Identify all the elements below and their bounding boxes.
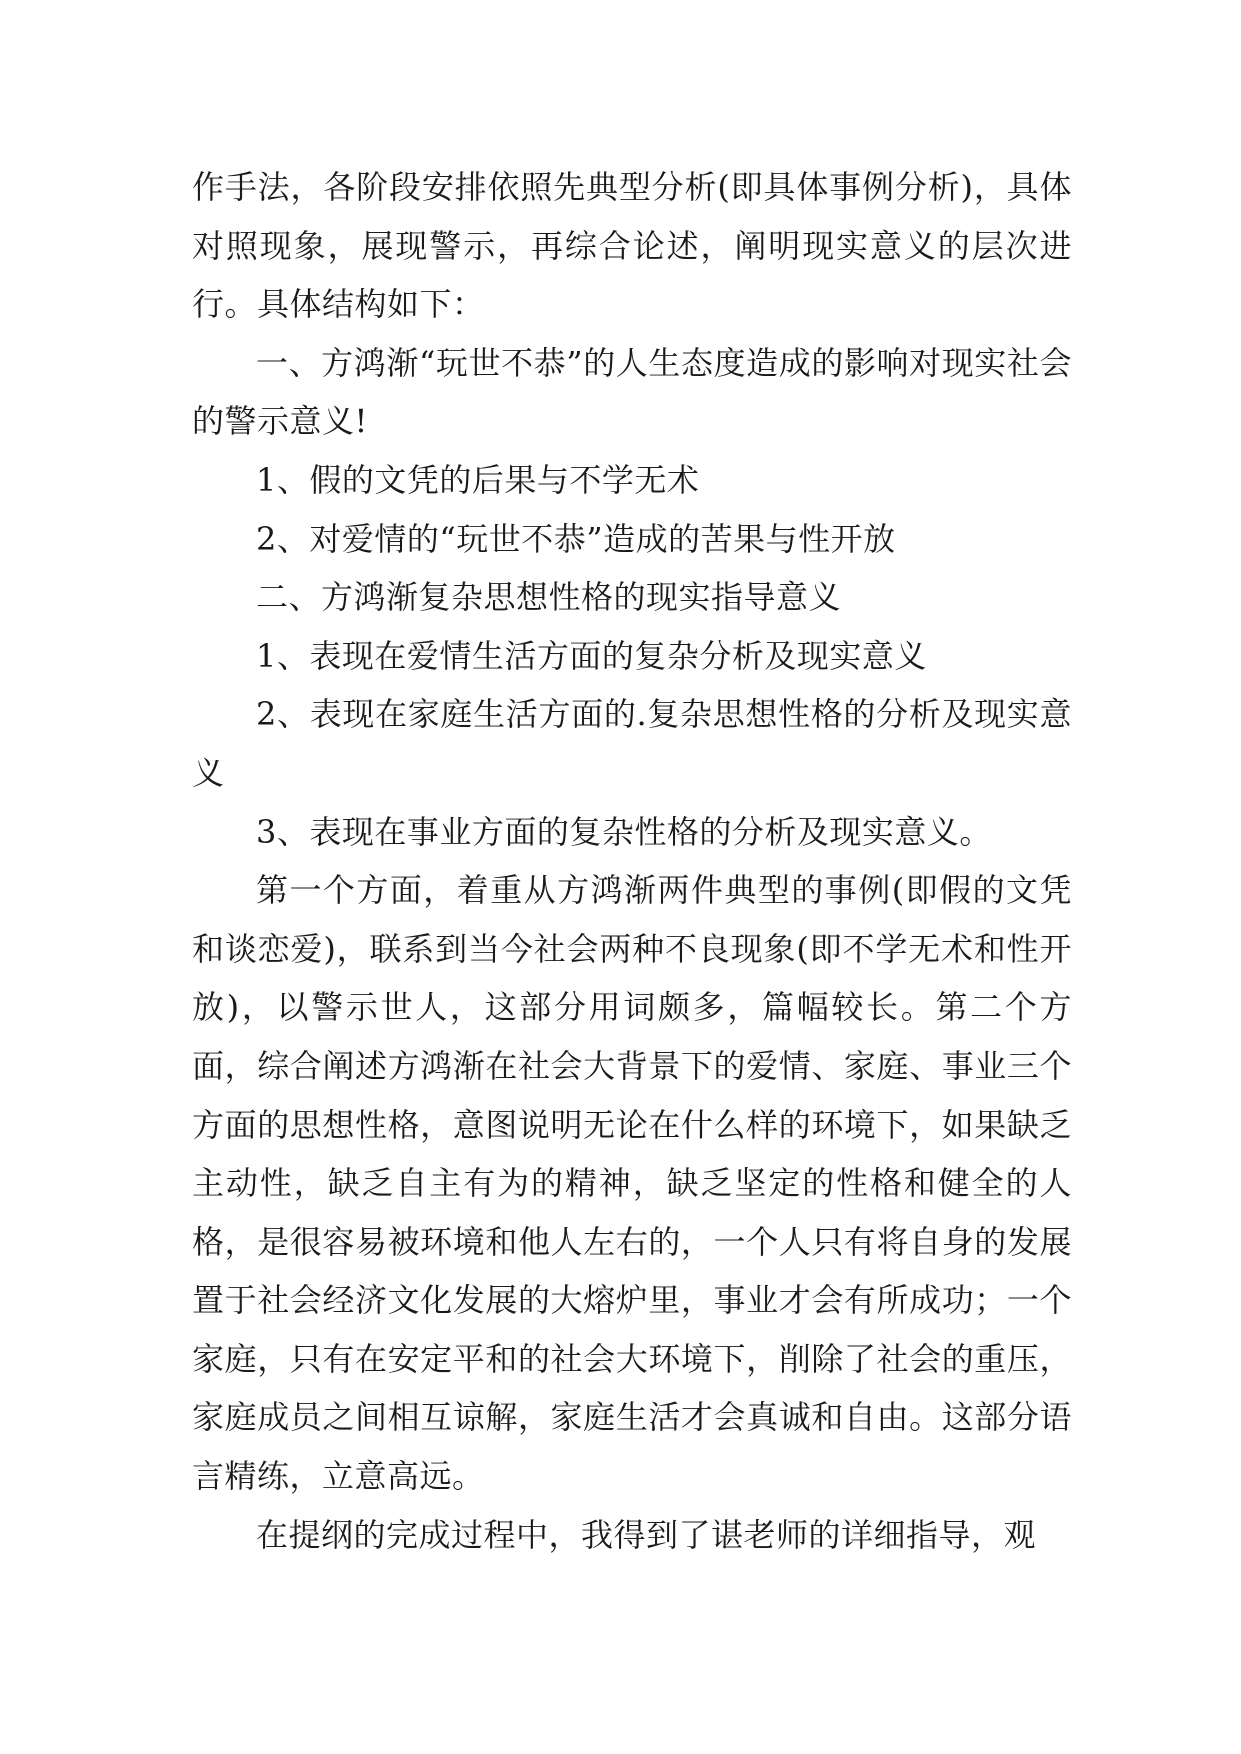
document-body <box>192 158 1072 1564</box>
outline-item: 1、表现在爱情生活方面的复杂分析及现实意义 <box>256 636 927 675</box>
outline-item: 2、对爱情的“玩世不恭”造成的苦果与性开放 <box>256 519 896 558</box>
outline-item: 1、假的文凭的后果与不学无术 <box>256 460 700 499</box>
paragraph-closing: 在提纲的完成过程中，我得到了谌老师的详细指导，观 <box>256 1515 1037 1554</box>
heading-part-two: 二、方鸿渐复杂思想性格的现实指导意义 <box>256 578 842 617</box>
paragraph-discussion: 第一个方面，着重从方鸿渐两件典型的事例(即假的文凭和谈恋爱)，联系到当今社会两种不良现象(即不学无术和性开放)，以警示世人，这部分用词颇多，篇幅较长。第二个方面，综合阐述方鸿渐在社会大背景下的爱情、家庭、事业三个方面的思想性格，意图说明无论在什么样的环境下，如果缺乏主动性，缺乏自主有为的精神，缺乏坚定的性格和健全的人格，是很容易被环境和他人左右的，一个人只有将自身的发展置于社会经济文化发展的大熔炉里，事业才会有所成功；一个家庭，只有在安定平和的社会大环境下，削除了社会的重压，家庭成员之间相互谅解，家庭生活才会真诚和自由。这部分语言精练，立意高远。 <box>192 871 1072 1496</box>
heading-part-one: 一、方鸿渐“玩世不恭”的人生态度造成的影响对现实社会的警示意义! <box>192 343 1072 441</box>
outline-item: 3、表现在事业方面的复杂性格的分析及现实意义。 <box>256 812 992 851</box>
outline-item: 2、表现在家庭生活方面的.复杂思想性格的分析及现实意义 <box>192 695 1072 792</box>
paragraph-intro: 作手法，各阶段安排依照先典型分析(即具体事例分析)，具体对照现象，展现警示，再综合论述，阐明现实意义的层次进行。具体结构如下： <box>192 168 1072 324</box>
